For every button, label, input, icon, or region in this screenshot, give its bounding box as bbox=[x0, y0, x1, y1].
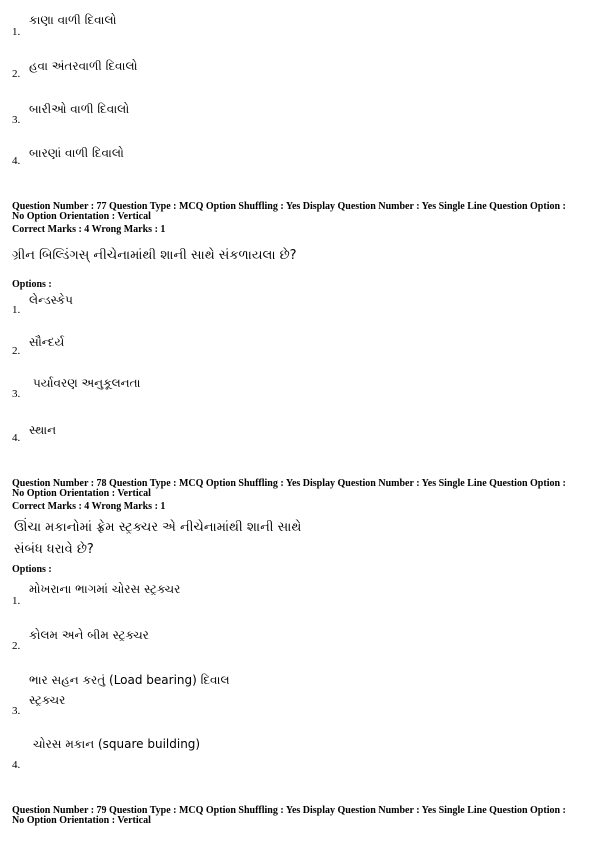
question-meta: No Option Orientation : Vertical bbox=[12, 815, 151, 826]
option-number: 2. bbox=[12, 640, 21, 652]
option-text: લેન્ડસ્કેપ bbox=[29, 293, 73, 307]
option-number: 3. bbox=[12, 114, 21, 126]
question-meta: Question Number : 79 Question Type : MCQ Option Shuffling : Yes Display Question Number : Yes Single Line Question Option : bbox=[12, 805, 566, 816]
option-text: હવા અંતરવાળી દિવાલો bbox=[29, 59, 138, 73]
option-number: 4. bbox=[12, 432, 21, 444]
question-meta: Question Number : 78 Question Type : MCQ Option Shuffling : Yes Display Question Number : Yes Single Line Question Option : bbox=[12, 478, 566, 489]
question-meta: No Option Orientation : Vertical bbox=[12, 488, 151, 499]
question-marks: Correct Marks : 4 Wrong Marks : 1 bbox=[12, 501, 166, 512]
option-text: પર્યાવરણ અનુકૂલનતા bbox=[33, 376, 141, 390]
option-text: ભાર સહન કરતું (Load bearing) દિવાલ bbox=[29, 673, 230, 687]
option-text: સૌન્દર્ય bbox=[29, 335, 65, 349]
option-text: કાણા વાળી દિવાલો bbox=[29, 13, 117, 27]
question-text: ઊંચા મકાનોમાં ફ્રેમ સ્ટ્રક્ચર એ નીચેનામાંથી શાની સાથે bbox=[14, 520, 302, 535]
question-text: ગ્રીન બિલ્ડિંગસ્ નીચેનામાંથી શાની સાથે સંકળાયલા છે? bbox=[12, 248, 297, 263]
option-text-continued: સ્ટ્રક્ચર bbox=[29, 693, 66, 707]
options-label: Options : bbox=[12, 564, 52, 575]
option-number: 2. bbox=[12, 345, 21, 357]
options-label: Options : bbox=[12, 279, 52, 290]
option-number: 3. bbox=[12, 705, 21, 717]
option-number: 1. bbox=[12, 26, 21, 38]
option-number: 3. bbox=[12, 388, 21, 400]
question-meta: Question Number : 77 Question Type : MCQ Option Shuffling : Yes Display Question Number : Yes Single Line Question Option : bbox=[12, 201, 566, 212]
option-number: 2. bbox=[12, 68, 21, 80]
option-text: કોલમ અને બીમ સ્ટ્રક્ચર bbox=[29, 628, 149, 642]
question-meta: No Option Orientation : Vertical bbox=[12, 211, 151, 222]
option-number: 1. bbox=[12, 595, 21, 607]
option-number: 4. bbox=[12, 155, 21, 167]
option-text: મોખરાના ભાગમાં ચોરસ સ્ટ્રક્ચર bbox=[29, 582, 181, 596]
option-text: ચોરસ મકાન (square building) bbox=[33, 737, 201, 751]
option-text: બારણાં વાળી દિવાલો bbox=[29, 146, 124, 160]
option-number: 4. bbox=[12, 759, 21, 771]
option-text: બારીઓ વાળી દિવાલો bbox=[29, 102, 130, 116]
option-number: 1. bbox=[12, 304, 21, 316]
question-marks: Correct Marks : 4 Wrong Marks : 1 bbox=[12, 224, 166, 235]
question-text: સંબંધ ધરાવે છે? bbox=[14, 542, 94, 557]
option-text: સ્થાન bbox=[29, 423, 57, 437]
